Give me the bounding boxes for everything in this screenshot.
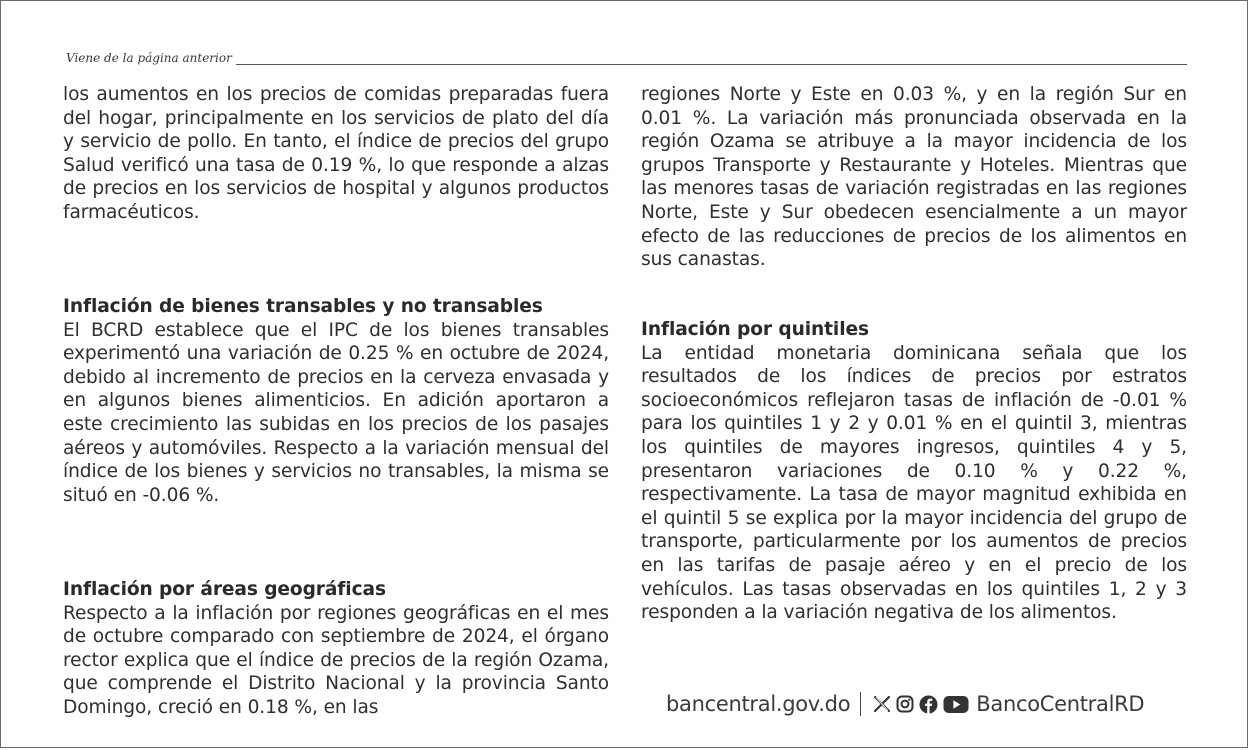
section-paragraph-tradables: El BCRD establece que el IPC de los bienes transables experimentó una variación de 0.25 % en octubre de 2024, debido al incremento de precios en la cerveza envasada y en algunos bienes alimenticios. En adición aportaron a este crecimiento las subidas en los precios de los pasajes aéreos y automóviles. Respecto a la variación mensual del índice de los bienes y servicios no transables, la misma se situó en -0.06 %. (63, 319, 609, 506)
facebook-icon[interactable] (919, 695, 938, 714)
social-handle[interactable]: BancoCentralRD (976, 692, 1145, 716)
section-quintiles (641, 318, 1187, 625)
website-link[interactable]: bancentral.gov.do (666, 692, 851, 716)
intro-paragraph: los aumentos en los precios de comidas preparadas fuera del hogar, principalmente en los servicios de plato del día y servicio de pollo. En tanto, el índice de precios del grupo Salud verificó una tasa de 0.19 %, lo que responde a alzas de precios en los servicios de hospital y algunos productos farmacéuticos. (63, 84, 609, 223)
continued-from-previous-page-label: Viene de la página anterior (66, 51, 232, 65)
section-geographic (63, 578, 609, 720)
right-continued-block (641, 83, 1187, 272)
instagram-icon[interactable] (896, 695, 914, 713)
footer-social-bar (666, 686, 1144, 722)
section-heading-tradables: Inflación de bienes transables y no transables (63, 296, 543, 317)
section-heading-quintiles: Inflación por quintiles (641, 319, 869, 340)
header-rule (236, 64, 1187, 65)
youtube-icon[interactable] (943, 695, 969, 714)
section-heading-geographic: Inflación por áreas geográficas (63, 579, 386, 600)
regions-continued-paragraph: regiones Norte y Este en 0.03 %, y en la región Sur en 0.01 %. La variación más pronunciada observada en la región Ozama se atribuye a la mayor incidencia de los grupos Transporte y Restaurante y Hoteles. Mientras que las menores tasas de variación registradas en las regiones Norte, Este y Sur obedecen esencialmente a un mayor efecto de las reducciones de precios de los alimentos en sus canastas. (641, 84, 1187, 271)
section-paragraph-quintiles: La entidad monetaria dominicana señala que los resultados de los índices de precios por estratos socioeconómicos reflejaron tasas de inflación de -0.01 % para los quintiles 1 y 2 y 0.01 % en el quintil 3, mientras los quintiles de mayores ingresos, quintiles 4 y 5, presentaron variaciones de 0.10 % y 0.22 %, respectivamente. La tasa de mayor magnitud exhibida en el quintil 5 se explica por la mayor incidencia del grupo de transporte, particularmente por los aumentos de precios en las tarifas de pasaje aéreo y en el precio de los vehículos. Las tasas observadas en los quintiles 1, 2 y 3 responden a la variación negativa de los alimentos. (641, 342, 1187, 624)
section-paragraph-geographic: Respecto a la inflación por regiones geográficas en el mes de octubre comparado con septiembre de 2024, el órgano rector explica que el índice de precios de la región Ozama, que comprende el Distrito Nacional y la provincia Santo Domingo, creció en 0.18 %, en las (63, 602, 609, 718)
section-tradables (63, 295, 609, 507)
footer-divider (860, 692, 861, 716)
left-intro-block (63, 83, 609, 225)
x-icon[interactable] (873, 695, 891, 713)
